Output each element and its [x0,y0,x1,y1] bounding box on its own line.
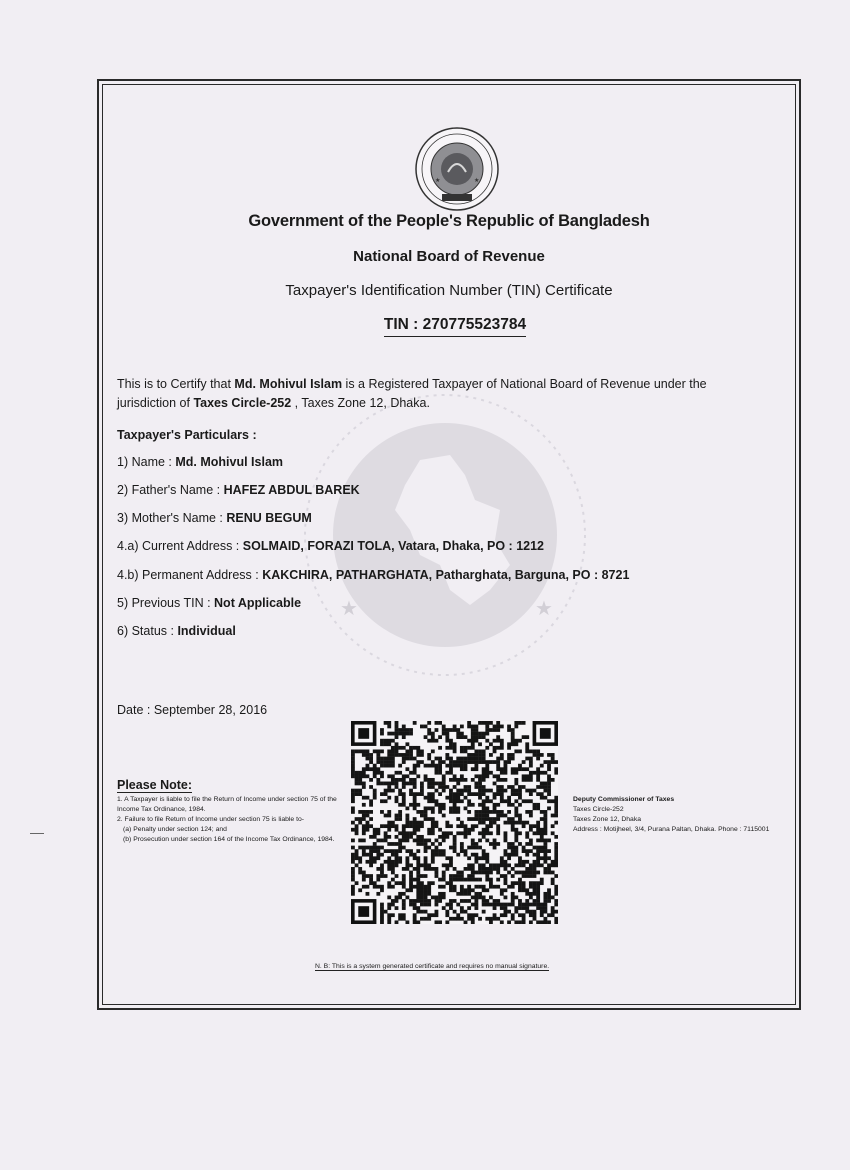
cert-taxes-circle: Taxes Circle-252 [193,396,292,410]
officer-block [573,795,793,835]
header-certificate-title: Taxpayer's Identification Number (TIN) Certificate [285,282,613,299]
margin-mark [30,833,44,834]
particular-father [117,481,360,500]
particular-name [117,453,283,472]
row-value: HAFEZ ABDUL BAREK [223,483,360,497]
officer-circle: Taxes Circle-252 [573,806,624,813]
officer-address: Address : Motijheel, 3/4, Purana Paltan, Dhaka. Phone : 7115001 [573,826,770,833]
cert-post: , Taxes Zone 12, Dhaka. [291,396,430,410]
row-value: Not Applicable [214,596,302,610]
row-label: 1) Name : [117,455,176,469]
please-note [117,778,339,845]
issue-date: Date : September 28, 2016 [117,703,268,717]
row-label: 4.b) Permanent Address : [117,568,263,582]
particular-mother [117,509,312,528]
note-line-3: (a) Penalty under section 124; and [123,826,227,833]
cert-pre: This is to Certify that [117,377,235,391]
svg-text:★: ★ [535,598,553,620]
row-label: 3) Mother's Name : [117,511,227,525]
system-generated-note: N. B: This is a system generated certificate and requires no manual signature. [315,963,550,970]
row-label: 4.a) Current Address : [117,539,243,553]
header-board: National Board of Revenue [353,248,545,265]
particular-permanent-address [117,566,629,585]
row-label: 2) Father's Name : [117,483,224,497]
svg-text:★: ★ [340,598,358,620]
particular-status [117,622,236,641]
particular-current-address [117,537,544,556]
row-label: 5) Previous TIN : [117,596,215,610]
header-government: Government of the People's Republic of Bangladesh [248,212,650,230]
note-line-4: (b) Prosecution under section 164 of the Income Tax Ordinance, 1984. [123,836,335,843]
row-value: KAKCHIRA, PATHARGHATA, Patharghata, Barguna, PO : 8721 [262,568,630,582]
tin-number [0,316,850,334]
watermark-map-seal [300,390,590,680]
cert-mid: is a Registered Taxpayer of National Board of Revenue under the jurisdiction of [117,377,707,410]
certification-statement [117,375,762,413]
qr-code [351,721,558,924]
svg-text:★: ★ [474,178,480,184]
note-line-1: 1. A Taxpayer is liable to file the Return of Income under section 75 of the Income Tax Ordinance, 1984. [117,796,337,813]
row-value: Md. Mohivul Islam [175,455,284,469]
svg-text:★: ★ [435,178,441,184]
note-line-2: 2. Failure to file Return of Income under section 75 is liable to- [117,816,305,823]
row-value: Individual [177,624,236,638]
cert-taxpayer-name: Md. Mohivul Islam [234,377,343,391]
row-value: SOLMAID, FORAZI TOLA, Vatara, Dhaka, PO : 1212 [242,539,544,553]
officer-zone: Taxes Zone 12, Dhaka [573,816,642,823]
tin-number-text: TIN : 270775523784 [384,316,526,337]
particular-previous-tin [117,594,301,613]
government-seal [414,126,500,212]
row-label: 6) Status : [117,624,178,638]
row-value: RENU BEGUM [226,511,312,525]
particulars-heading: Taxpayer's Particulars : [117,428,257,442]
officer-title: Deputy Commissioner of Taxes [573,796,675,803]
note-heading: Please Note: [117,778,193,792]
